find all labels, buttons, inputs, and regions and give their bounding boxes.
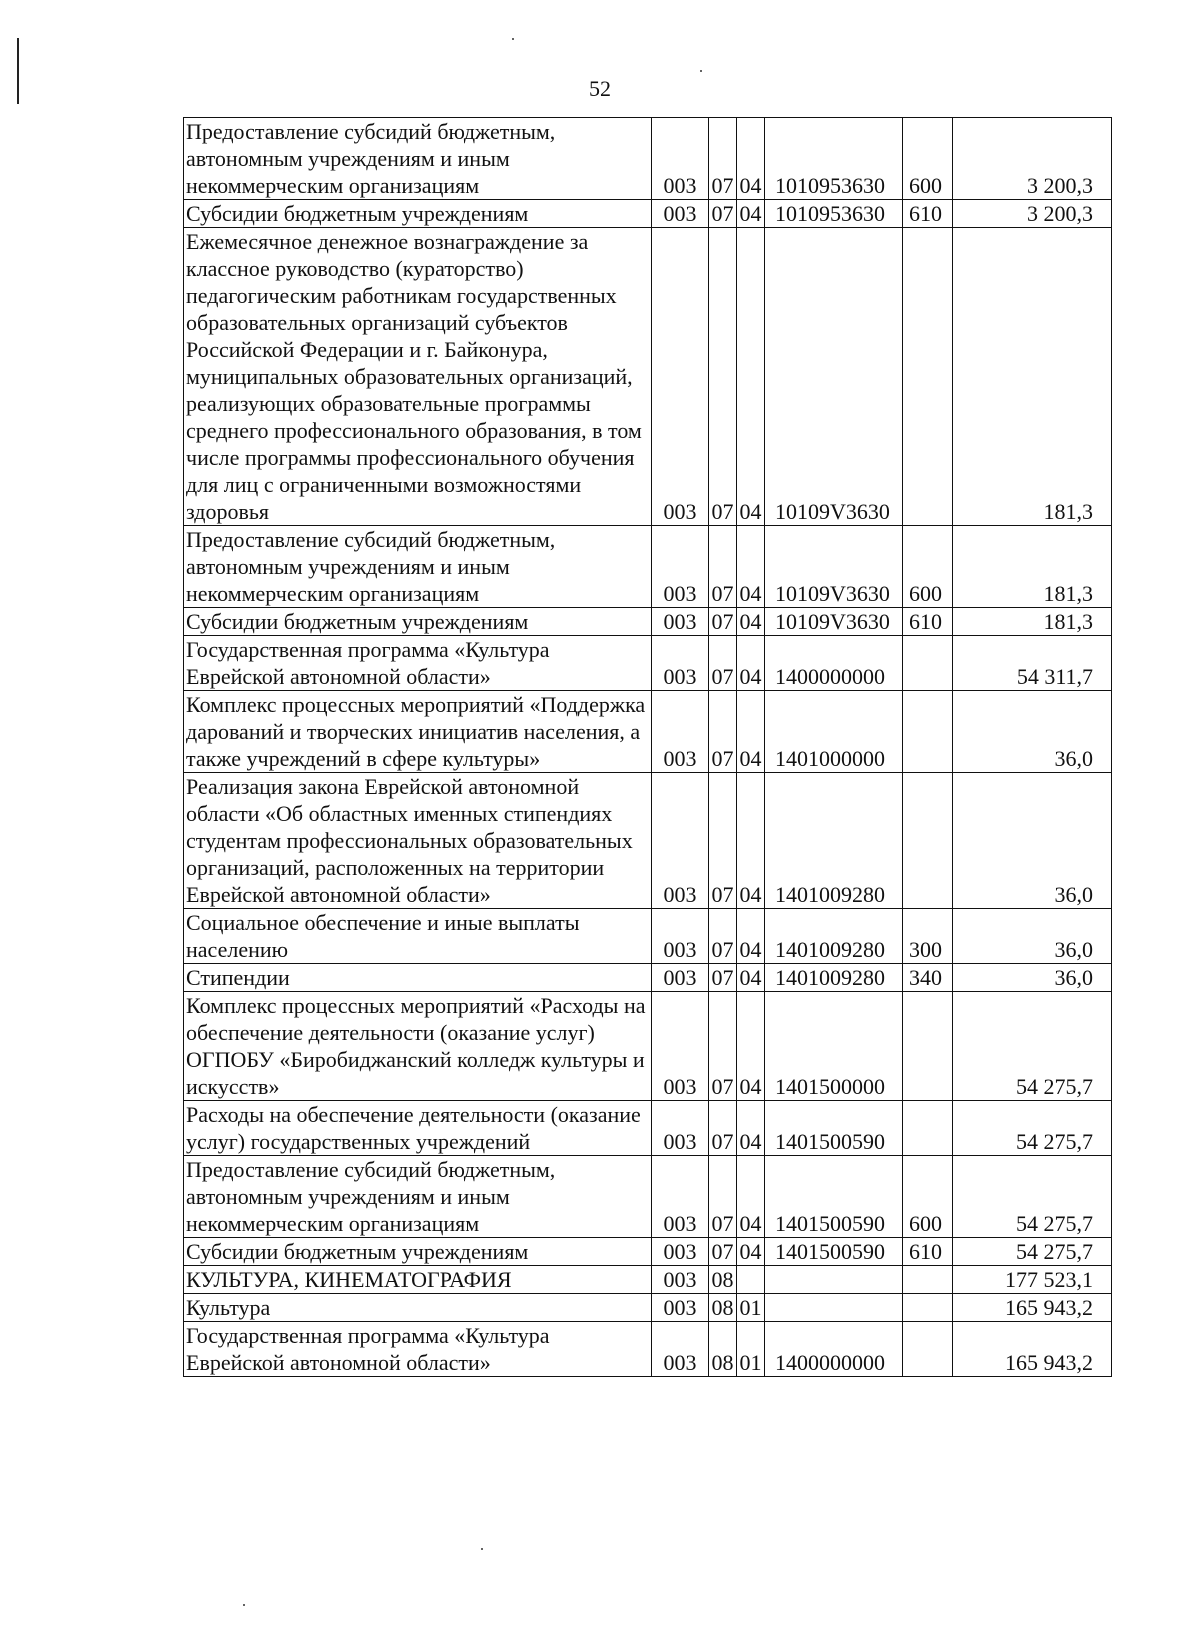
- target-article-cell: [765, 1294, 903, 1322]
- row-name-cell: Предоставление субсидий бюджетным, автономным учреждениям и иным некоммерческим организациям: [184, 118, 652, 200]
- section-code-cell: 08: [709, 1294, 737, 1322]
- section-code-cell: 07: [709, 691, 737, 773]
- row-name-cell: Реализация закона Еврейской автономной области «Об областных именных стипендиях студентам профессиональных образовательных организаций, расположенных на территории Еврейской автономной области»: [184, 773, 652, 909]
- table-row: [184, 909, 1112, 964]
- row-name-cell: Социальное обеспечение и иные выплаты населению: [184, 909, 652, 964]
- expense-type-cell: [903, 773, 953, 909]
- section-code-cell: 07: [709, 636, 737, 691]
- amount-cell: 36,0: [953, 691, 1112, 773]
- subsection-code-cell: 04: [737, 228, 765, 526]
- subsection-code-cell: 04: [737, 691, 765, 773]
- table-row: [184, 773, 1112, 909]
- expense-type-cell: 300: [903, 909, 953, 964]
- target-article-cell: 1401500000: [765, 992, 903, 1101]
- target-article-cell: 10109V3630: [765, 608, 903, 636]
- section-code-cell: 07: [709, 1101, 737, 1156]
- expense-type-cell: [903, 691, 953, 773]
- amount-cell: 181,3: [953, 228, 1112, 526]
- expense-type-cell: 610: [903, 608, 953, 636]
- table-row: [184, 636, 1112, 691]
- subsection-code-cell: 04: [737, 773, 765, 909]
- section-code-cell: 08: [709, 1322, 737, 1377]
- row-name-cell: Комплекс процессных мероприятий «Расходы на обеспечение деятельности (оказание услуг) ОГПОБУ «Биробиджанский колледж культуры и искусств»: [184, 992, 652, 1101]
- subsection-code-cell: 04: [737, 636, 765, 691]
- target-article-cell: 10109V3630: [765, 526, 903, 608]
- grbs-code-cell: 003: [652, 526, 709, 608]
- expense-type-cell: 610: [903, 1238, 953, 1266]
- subsection-code-cell: 01: [737, 1294, 765, 1322]
- grbs-code-cell: 003: [652, 608, 709, 636]
- row-name-cell: Культура: [184, 1294, 652, 1322]
- target-article-cell: 1401009280: [765, 909, 903, 964]
- row-name-cell: Стипендии: [184, 964, 652, 992]
- expense-type-cell: [903, 992, 953, 1101]
- scan-speck: [512, 38, 514, 40]
- subsection-code-cell: 01: [737, 1322, 765, 1377]
- row-name-cell: Государственная программа «Культура Еврейской автономной области»: [184, 1322, 652, 1377]
- amount-cell: 54 275,7: [953, 1238, 1112, 1266]
- table-row: [184, 608, 1112, 636]
- subsection-code-cell: 04: [737, 200, 765, 228]
- expense-type-cell: [903, 1322, 953, 1377]
- table-row: [184, 1294, 1112, 1322]
- amount-cell: 177 523,1: [953, 1266, 1112, 1294]
- subsection-code-cell: 04: [737, 526, 765, 608]
- table-row: [184, 1238, 1112, 1266]
- table-row: [184, 1156, 1112, 1238]
- expense-type-cell: [903, 1294, 953, 1322]
- expense-type-cell: 600: [903, 118, 953, 200]
- row-name-cell: Расходы на обеспечение деятельности (оказание услуг) государственных учреждений: [184, 1101, 652, 1156]
- grbs-code-cell: 003: [652, 909, 709, 964]
- section-code-cell: 07: [709, 773, 737, 909]
- expense-type-cell: [903, 1266, 953, 1294]
- grbs-code-cell: 003: [652, 773, 709, 909]
- row-name-cell: Субсидии бюджетным учреждениям: [184, 1238, 652, 1266]
- table-row: [184, 1266, 1112, 1294]
- table-row: [184, 691, 1112, 773]
- expense-type-cell: [903, 1101, 953, 1156]
- grbs-code-cell: 003: [652, 1266, 709, 1294]
- row-name-cell: КУЛЬТУРА, КИНЕМАТОГРАФИЯ: [184, 1266, 652, 1294]
- subsection-code-cell: 04: [737, 992, 765, 1101]
- target-article-cell: 1401500590: [765, 1101, 903, 1156]
- amount-cell: 54 275,7: [953, 992, 1112, 1101]
- row-name-cell: Комплекс процессных мероприятий «Поддержка дарований и творческих инициатив населения, а также учреждений в сфере культуры»: [184, 691, 652, 773]
- budget-table: [183, 117, 1112, 1377]
- amount-cell: 54 311,7: [953, 636, 1112, 691]
- target-article-cell: 1401500590: [765, 1156, 903, 1238]
- subsection-code-cell: 04: [737, 608, 765, 636]
- grbs-code-cell: 003: [652, 691, 709, 773]
- section-code-cell: 07: [709, 118, 737, 200]
- table-row: [184, 118, 1112, 200]
- target-article-cell: [765, 1266, 903, 1294]
- table-row: [184, 964, 1112, 992]
- row-name-cell: Предоставление субсидий бюджетным, автономным учреждениям и иным некоммерческим организациям: [184, 1156, 652, 1238]
- target-article-cell: 10109V3630: [765, 228, 903, 526]
- amount-cell: 165 943,2: [953, 1322, 1112, 1377]
- target-article-cell: 1400000000: [765, 636, 903, 691]
- amount-cell: 54 275,7: [953, 1156, 1112, 1238]
- table-row: [184, 992, 1112, 1101]
- subsection-code-cell: 04: [737, 1156, 765, 1238]
- grbs-code-cell: 003: [652, 228, 709, 526]
- section-code-cell: 07: [709, 526, 737, 608]
- section-code-cell: 07: [709, 909, 737, 964]
- grbs-code-cell: 003: [652, 1156, 709, 1238]
- row-name-cell: Предоставление субсидий бюджетным, автономным учреждениям и иным некоммерческим организациям: [184, 526, 652, 608]
- grbs-code-cell: 003: [652, 1294, 709, 1322]
- table-row: [184, 526, 1112, 608]
- target-article-cell: 1401500590: [765, 1238, 903, 1266]
- section-code-cell: 07: [709, 992, 737, 1101]
- grbs-code-cell: 003: [652, 1238, 709, 1266]
- section-code-cell: 07: [709, 1156, 737, 1238]
- target-article-cell: 1401009280: [765, 773, 903, 909]
- expense-type-cell: 600: [903, 526, 953, 608]
- expense-type-cell: 340: [903, 964, 953, 992]
- subsection-code-cell: [737, 1266, 765, 1294]
- table-row: [184, 228, 1112, 526]
- amount-cell: 36,0: [953, 964, 1112, 992]
- row-name-cell: Ежемесячное денежное вознаграждение за классное руководство (кураторство) педагогическим работникам государственных образовательных организаций субъектов Российской Федерации и г. Байконура, муниципальных образовательных организаций, реализующих образовательные программы среднего профессионального образования, в том числе программы профессионального обучения для лиц с ограниченными возможностями здоровья: [184, 228, 652, 526]
- section-code-cell: 07: [709, 1238, 737, 1266]
- section-code-cell: 07: [709, 608, 737, 636]
- amount-cell: 181,3: [953, 608, 1112, 636]
- subsection-code-cell: 04: [737, 964, 765, 992]
- expense-type-cell: 610: [903, 200, 953, 228]
- target-article-cell: 1010953630: [765, 118, 903, 200]
- amount-cell: 3 200,3: [953, 118, 1112, 200]
- grbs-code-cell: 003: [652, 1322, 709, 1377]
- scan-speck: [700, 70, 702, 72]
- amount-cell: 54 275,7: [953, 1101, 1112, 1156]
- amount-cell: 181,3: [953, 526, 1112, 608]
- section-code-cell: 07: [709, 964, 737, 992]
- expense-type-cell: [903, 228, 953, 526]
- row-name-cell: Государственная программа «Культура Еврейской автономной области»: [184, 636, 652, 691]
- table-row: [184, 1322, 1112, 1377]
- grbs-code-cell: 003: [652, 1101, 709, 1156]
- section-code-cell: 08: [709, 1266, 737, 1294]
- scan-speck: [243, 1604, 245, 1606]
- table-row: [184, 200, 1112, 228]
- expense-type-cell: [903, 636, 953, 691]
- target-article-cell: 1401009280: [765, 964, 903, 992]
- section-code-cell: 07: [709, 228, 737, 526]
- section-code-cell: 07: [709, 200, 737, 228]
- row-name-cell: Субсидии бюджетным учреждениям: [184, 608, 652, 636]
- table-row: [184, 1101, 1112, 1156]
- grbs-code-cell: 003: [652, 992, 709, 1101]
- amount-cell: 36,0: [953, 773, 1112, 909]
- row-name-cell: Субсидии бюджетным учреждениям: [184, 200, 652, 228]
- subsection-code-cell: 04: [737, 118, 765, 200]
- target-article-cell: 1400000000: [765, 1322, 903, 1377]
- page-number: 52: [589, 76, 611, 101]
- grbs-code-cell: 003: [652, 118, 709, 200]
- grbs-code-cell: 003: [652, 200, 709, 228]
- grbs-code-cell: 003: [652, 636, 709, 691]
- grbs-code-cell: 003: [652, 964, 709, 992]
- target-article-cell: 1010953630: [765, 200, 903, 228]
- amount-cell: 165 943,2: [953, 1294, 1112, 1322]
- scan-speck: [481, 1548, 483, 1550]
- subsection-code-cell: 04: [737, 1238, 765, 1266]
- subsection-code-cell: 04: [737, 1101, 765, 1156]
- target-article-cell: 1401000000: [765, 691, 903, 773]
- expense-type-cell: 600: [903, 1156, 953, 1238]
- amount-cell: 36,0: [953, 909, 1112, 964]
- amount-cell: 3 200,3: [953, 200, 1112, 228]
- subsection-code-cell: 04: [737, 909, 765, 964]
